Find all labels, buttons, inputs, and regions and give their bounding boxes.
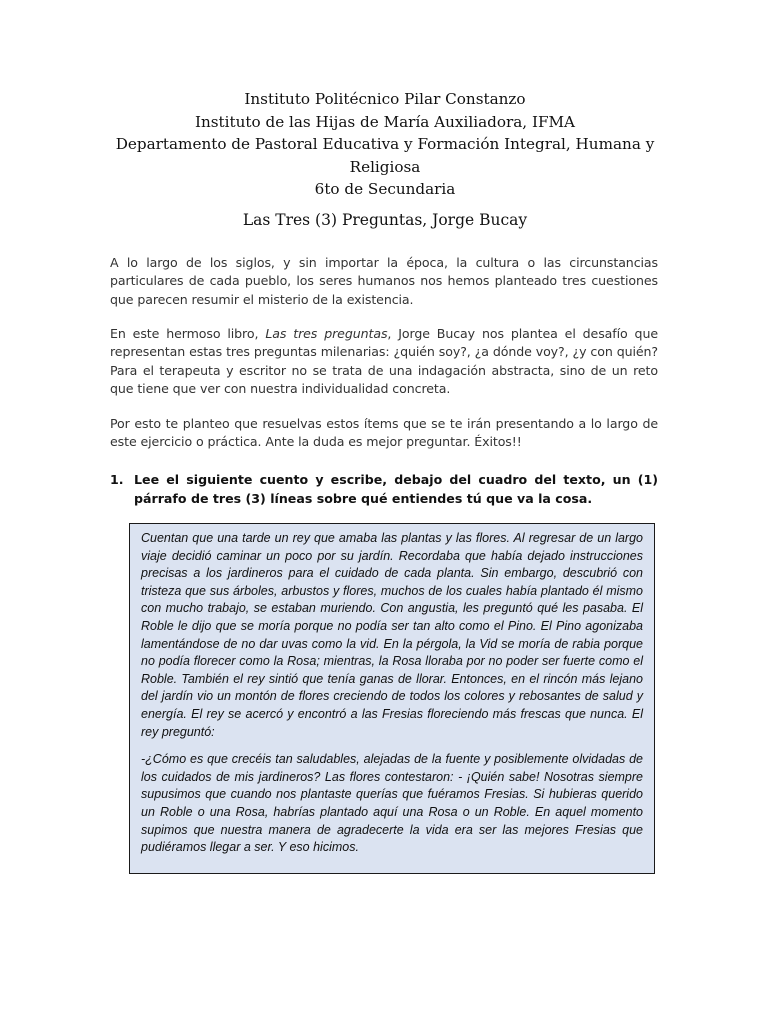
story-paragraph-2: -¿Cómo es que crecéis tan saludables, alejadas de la fuente y posiblemente olvidadas de los cuidados de mis jardineros? Las flores contestaron: - ¡Quién sabe! Nosotras siempre supusimos que cuando nos plantaste querías que fuéramos Fresias. Si hubieras querido un Roble o una Rosa, habrías plantado aquí una Rosa o un Roble. En aquel momento supimos que nuestra manera de agradecerte la vida era ser las mejores Fresias que pudiéramos llegar a ser. Y eso hicimos. bbox=[141, 752, 643, 855]
story-text-box bbox=[129, 523, 655, 874]
question-text: Lee el siguiente cuento y escribe, debajo del cuadro del texto, un (1) párrafo de tres (3) líneas sobre qué entiendes tú que va la cosa. bbox=[134, 472, 658, 506]
header-line-department: Departamento de Pastoral Educativa y Formación Integral, Humana y Religiosa bbox=[115, 135, 655, 176]
story-paragraph-1: Cuentan que una tarde un rey que amaba las plantas y las flores. Al regresar de un largo viaje decidió caminar un poco por su jardín. Recordaba que había dejado instrucciones precisas a los jardineros para el cuidado de cada planta. Sin embargo, descubrió con tristeza que sus árboles, arbustos y flores, muchos de los cuales había plantado él mismo con mucho trabajo, se estaban muriendo. Con angustia, les preguntó qué les pasaba. El Roble le dijo que se moría porque no podía ser tan alto como el Pino. El Pino agonizaba lamentándose de no dar uvas como la vid. En la pérgola, la Vid se moría de rabia porque no podía florecer como la Rosa; mientras, la Rosa lloraba por no poder ser fuerte como el Roble. También el rey sintió que tenía ganas de llorar. Entonces, en el rincón más lejano del jardín vio un montón de flores creciendo de todos los colores y rebosantes de salud y energía. El rey se acercó y encontró a las Fresias floreciendo más frescas que nunca. El rey preguntó: bbox=[141, 531, 643, 739]
document-header bbox=[110, 88, 660, 201]
intro-paragraph-2-start: En este hermoso libro, bbox=[110, 326, 266, 341]
intro-paragraph-1: A lo largo de los siglos, y sin importar la época, la cultura o las circunstancias particulares de cada pueblo, los seres humanos nos hemos planteado tres cuestiones que parecen resumir el misterio de la existencia. bbox=[110, 255, 658, 307]
header-line-ifma: Instituto de las Hijas de María Auxiliadora, IFMA bbox=[194, 112, 576, 131]
header-line-institute: Instituto Politécnico Pilar Constanzo bbox=[244, 90, 526, 108]
question-number: 1. bbox=[110, 472, 124, 487]
document-title: Las Tres (3) Preguntas, Jorge Bucay bbox=[242, 211, 528, 229]
intro-paragraph-3: Por esto te planteo que resuelvas estos ítems que se te irán presentando a lo largo de este ejercicio o práctica. Ante la duda es mejor preguntar. Éxitos!! bbox=[110, 416, 658, 450]
intro-paragraph-2 bbox=[110, 325, 658, 399]
book-title: Las tres preguntas bbox=[265, 326, 388, 341]
question-1 bbox=[110, 470, 658, 508]
header-line-grade: 6to de Secundaria bbox=[314, 180, 456, 198]
intro-paragraph-2-rest: , Jorge Bucay nos plantea el desafío que representan estas tres preguntas milenarias: ¿quién soy?, ¿a dónde voy?, ¿y con quién? Para el terapeuta y escritor no se trata de una indagación abstracta, sino de un reto que tiene que ver con nuestra individualidad concreta. bbox=[110, 326, 658, 397]
